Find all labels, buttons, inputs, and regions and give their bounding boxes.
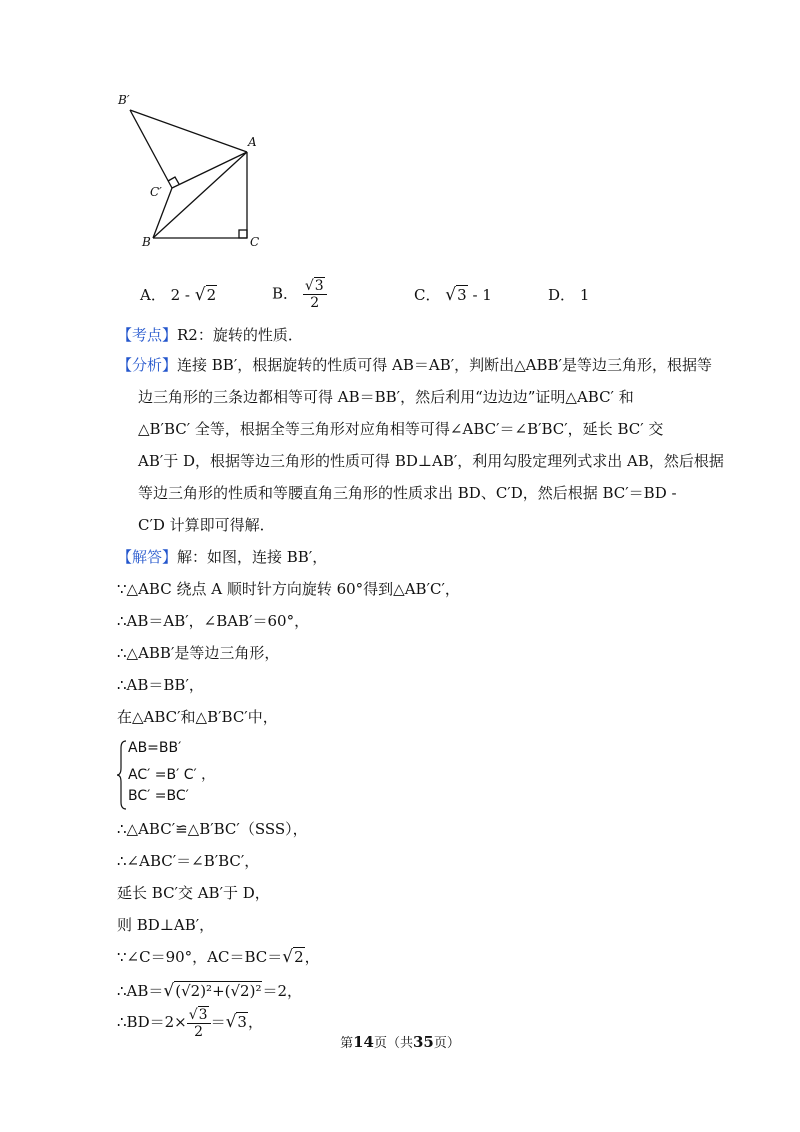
fenxi-line-2: 边三角形的三条边都相等可得 AB＝BB′，然后利用“边边边”证明△ABC′ 和 bbox=[138, 388, 634, 406]
jieda-line-4: ∴△ABB′是等边三角形， bbox=[117, 644, 280, 662]
system-row-2: AC′ =B′ C′ ， bbox=[128, 767, 216, 783]
label-bp: B′ bbox=[118, 93, 130, 107]
fenxi-tag: 【分析】 bbox=[117, 356, 178, 374]
segment-bp-cp bbox=[130, 110, 172, 188]
label-c: C bbox=[250, 235, 260, 249]
fraction: $\frac{√3}{2}$ bbox=[303, 278, 327, 311]
fenxi-line-1: 【分析】连接 BB′，根据旋转的性质可得 AB＝AB′，判断出△ABB′是等边三角形，根据等 bbox=[117, 356, 712, 374]
option-d: D． 1 bbox=[548, 286, 590, 304]
left-brace bbox=[117, 740, 127, 810]
label-a: A bbox=[248, 135, 257, 149]
total-pages: 35 bbox=[413, 1033, 434, 1051]
page-footer: 第14页（共35页） bbox=[340, 1033, 460, 1051]
right-angle-mark-c bbox=[239, 230, 247, 238]
jieda-line-2: ∵△ABC 绕点 A 顺时针方向旋转 60°得到△AB′C′， bbox=[117, 580, 460, 598]
geometry-figure bbox=[112, 88, 272, 258]
option-b: B． $\frac{√3}{2}$ bbox=[272, 278, 327, 311]
system-row-1: AB=BB′ bbox=[128, 740, 182, 756]
fenxi-line-6: C′D 计算即可得解． bbox=[138, 516, 275, 534]
sqrt-sign: √2 bbox=[194, 285, 217, 305]
kaodian-tag: 【考点】 bbox=[117, 326, 178, 344]
jieda-line-10: 则 BD⊥AB′， bbox=[117, 916, 215, 934]
fenxi-line-4: AB′于 D，根据等边三角形的性质可得 BD⊥AB′，利用勾股定理列式求出 AB，然后根据 bbox=[138, 452, 724, 470]
fraction: $\frac{√3}{2}$ bbox=[187, 1007, 211, 1040]
jieda-line-7: ∴△ABC′≌△B′BC′（SSS）， bbox=[117, 820, 308, 838]
option-a: A． 2 - √2 bbox=[140, 285, 217, 305]
jieda-tag: 【解答】 bbox=[117, 548, 178, 566]
sqrt-sign: √3 bbox=[225, 1012, 247, 1032]
fenxi-line-3: △B′BC′ 全等，根据全等三角形对应角相等可得∠ABC′＝∠B′BC′，延长 BC′ 交 bbox=[138, 420, 664, 438]
label-b: B bbox=[142, 235, 151, 249]
equation-1: ∵∠C＝90°，AC＝BC＝√2， bbox=[117, 947, 320, 967]
segment-b-a bbox=[153, 152, 247, 238]
jieda-line-6: 在△ABC′和△B′BC′中， bbox=[117, 708, 278, 726]
equation-2: ∴AB＝√(√2)²+(√2)²＝2， bbox=[117, 981, 303, 1001]
jieda-line-3: ∴AB＝AB′，∠BAB′＝60°， bbox=[117, 612, 310, 630]
sqrt-sign: √2 bbox=[282, 947, 304, 967]
sqrt-sign: √3 bbox=[445, 285, 467, 305]
jieda-line-5: ∴AB＝BB′， bbox=[117, 676, 204, 694]
segment-bp-a bbox=[130, 110, 247, 152]
kaodian-line: 【考点】R2：旋转的性质． bbox=[117, 326, 303, 344]
jieda-line-1: 【解答】解：如图，连接 BB′， bbox=[117, 548, 328, 566]
label-cp: C′ bbox=[150, 185, 162, 199]
equation-3: ∴BD＝2× $\frac{√3}{2}$ ＝√3， bbox=[117, 1002, 263, 1042]
jieda-line-9: 延长 BC′交 AB′于 D， bbox=[117, 884, 270, 902]
page-number: 14 bbox=[353, 1033, 374, 1051]
fenxi-line-5: 等边三角形的性质和等腰直角三角形的性质求出 BD、C′D，然后根据 BC′＝BD - bbox=[138, 484, 677, 502]
option-c: C． √3 - 1 bbox=[414, 285, 492, 305]
jieda-line-8: ∴∠ABC′＝∠B′BC′， bbox=[117, 852, 260, 870]
sqrt-sign: √(√2)²+(√2)² bbox=[163, 981, 262, 1001]
system-row-3: BC′ =BC′ bbox=[128, 788, 189, 804]
answer-options bbox=[0, 278, 800, 312]
segment-cp-a bbox=[172, 152, 247, 188]
